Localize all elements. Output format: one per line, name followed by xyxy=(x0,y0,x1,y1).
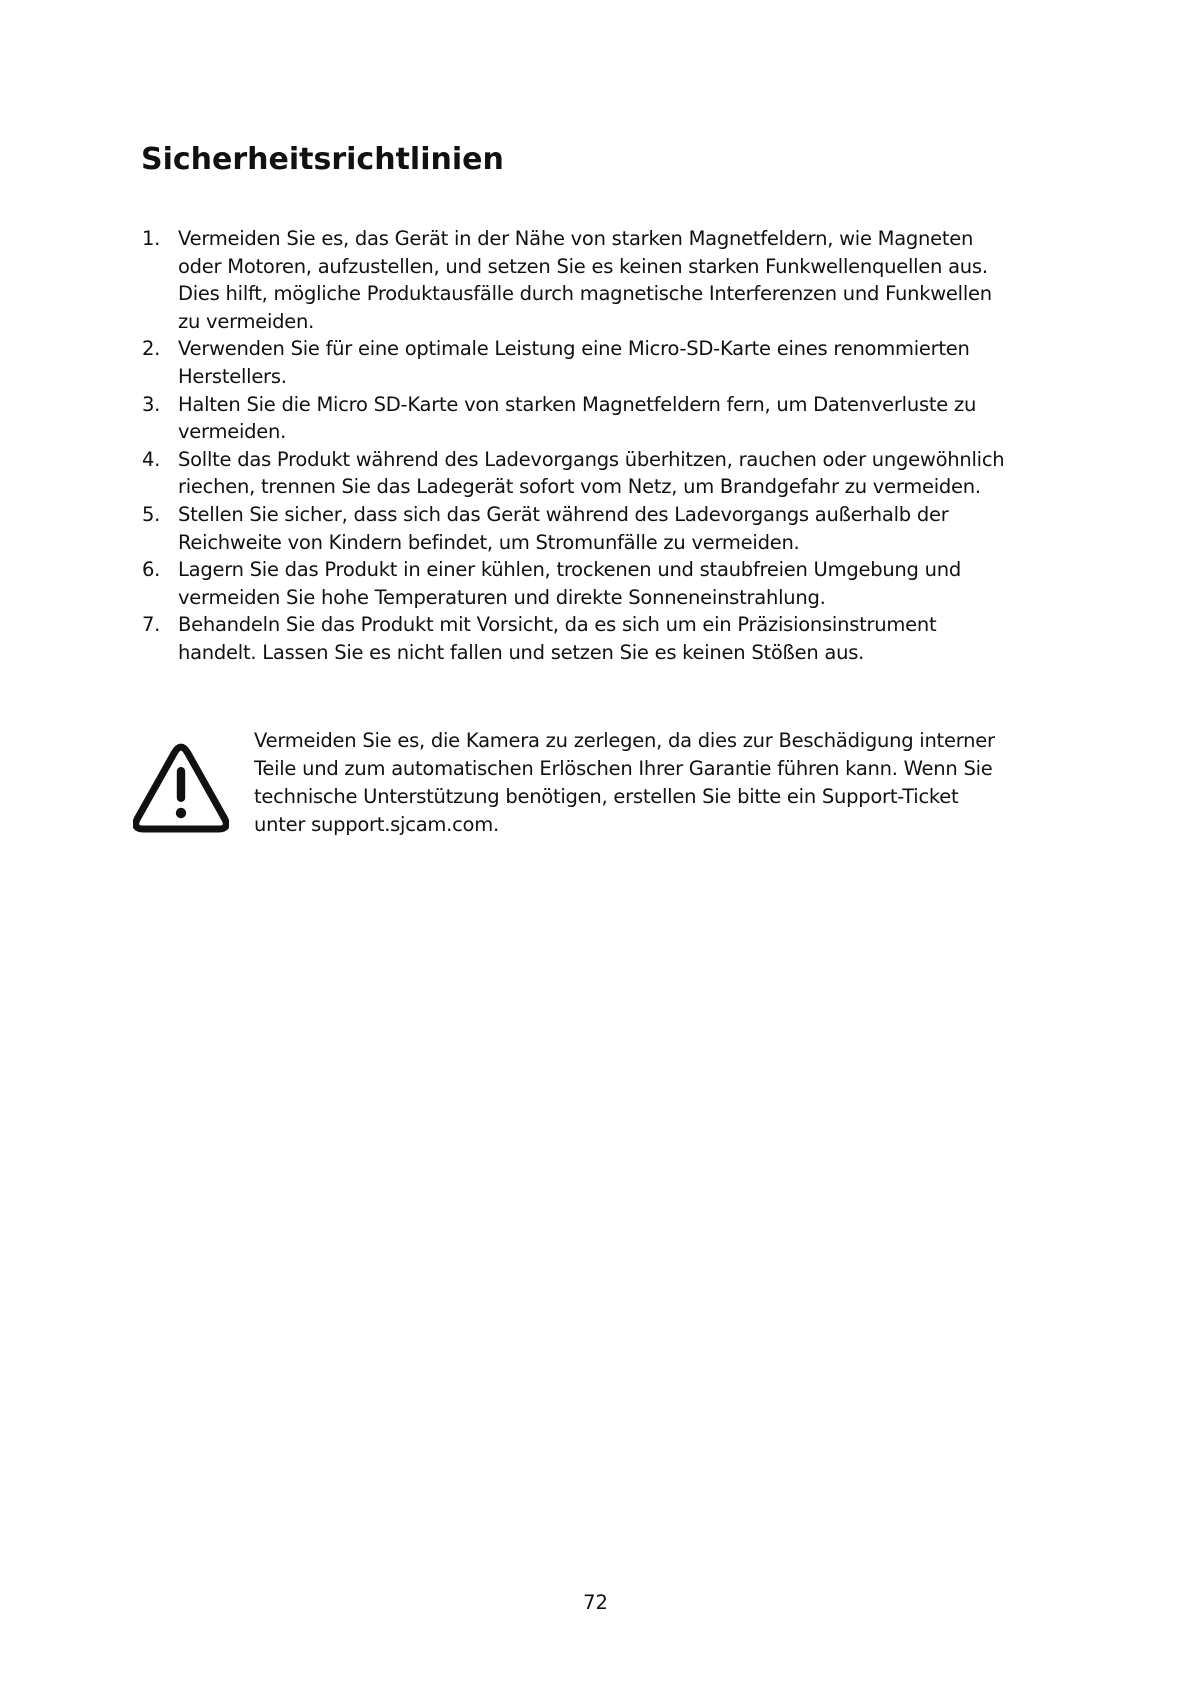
list-item-number: 7. xyxy=(142,613,161,637)
warning-notice xyxy=(133,727,1063,857)
list-item xyxy=(140,556,1060,611)
list-item-line: Herstellers. xyxy=(178,364,287,388)
list-item-line: zu vermeiden. xyxy=(178,309,315,333)
list-item-line: riechen, trennen Sie das Ladegerät sofort vom Netz, um Brandgefahr zu vermeiden. xyxy=(178,475,981,499)
list-item-line: Reichweite von Kindern befindet, um Stromunfälle zu vermeiden. xyxy=(178,530,800,554)
list-item xyxy=(140,446,1060,501)
list-item-line: Verwenden Sie für eine optimale Leistung eine Micro-SD-Karte eines renommierten xyxy=(178,337,970,361)
page-number: 72 xyxy=(583,1591,608,1614)
list-item-line: Dies hilft, mögliche Produktausfälle durch magnetische Interferenzen und Funkwellen xyxy=(178,282,992,306)
list-item xyxy=(140,611,1060,666)
list-item-line: Vermeiden Sie es, das Gerät in der Nähe von starken Magnetfeldern, wie Magneten xyxy=(178,227,974,250)
list-item-line: Lagern Sie das Produkt in einer kühlen, trockenen und staubfreien Umgebung und xyxy=(178,558,961,582)
warning-text-line: Teile und zum automatischen Erlöschen Ihrer Garantie führen kann. Wenn Sie xyxy=(254,757,993,780)
list-item-line: Sollte das Produkt während des Ladevorgangs überhitzen, rauchen oder ungewöhnlich xyxy=(178,447,1005,471)
warning-text-line: Vermeiden Sie es, die Kamera zu zerlegen, da dies zur Beschädigung interner xyxy=(254,729,995,752)
list-item-number: 4. xyxy=(142,447,161,471)
list-item-line: oder Motoren, aufzustellen, und setzen Sie es keinen starken Funkwellenquellen aus. xyxy=(178,254,988,278)
list-item-line: Behandeln Sie das Produkt mit Vorsicht, da es sich um ein Präzisionsinstrument xyxy=(178,613,937,637)
list-item-line: Stellen Sie sicher, dass sich das Gerät während des Ladevorgangs außerhalb der xyxy=(178,502,949,526)
list-item-number: 6. xyxy=(142,558,161,582)
list-item-number: 1. xyxy=(142,227,161,250)
list-item-number: 2. xyxy=(142,337,161,361)
list-item xyxy=(140,335,1060,390)
warning-triangle-icon xyxy=(133,743,229,835)
list-item-line: vermeiden Sie hohe Temperaturen und direkte Sonneneinstrahlung. xyxy=(178,585,826,609)
list-item-line: handelt. Lassen Sie es nicht fallen und setzen Sie es keinen Stößen aus. xyxy=(178,640,865,664)
warning-text-line: unter support.sjcam.com. xyxy=(254,813,499,836)
list-item xyxy=(140,225,1060,335)
list-item-line: Halten Sie die Micro SD-Karte von starken Magnetfeldern fern, um Datenverluste zu xyxy=(178,392,977,416)
page-title: Sicherheitsrichtlinien xyxy=(141,142,504,177)
safety-guidelines-list xyxy=(140,225,1060,667)
list-item xyxy=(140,501,1060,556)
warning-text-line: technische Unterstützung benötigen, erstellen Sie bitte ein Support-Ticket xyxy=(254,785,959,808)
list-item xyxy=(140,391,1060,446)
list-item-number: 3. xyxy=(142,392,161,416)
list-item-number: 5. xyxy=(142,502,161,526)
warning-text xyxy=(254,727,1054,839)
list-item-line: vermeiden. xyxy=(178,420,287,444)
